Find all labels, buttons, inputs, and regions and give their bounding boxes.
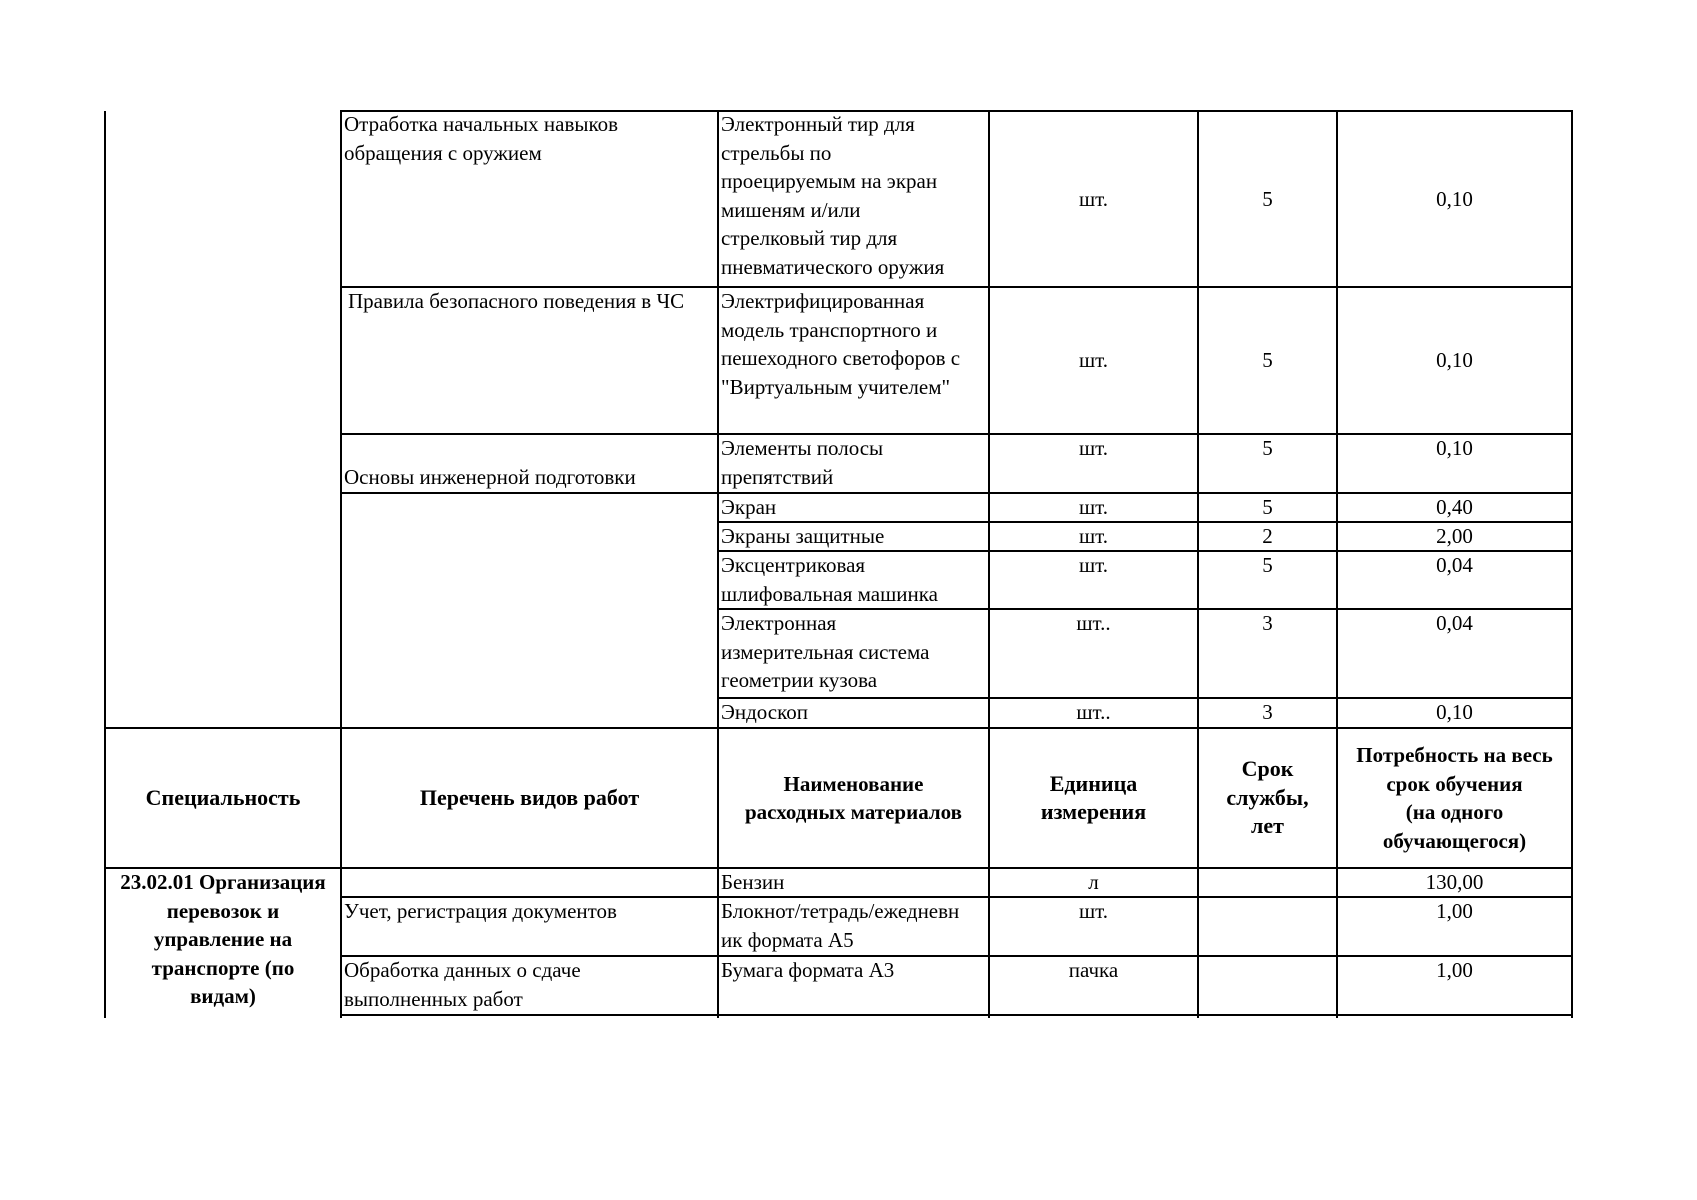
need-cell: 0,04 bbox=[1436, 611, 1473, 635]
need-cell: 2,00 bbox=[1436, 524, 1473, 548]
material-cell: Элементы полосы препятствий bbox=[721, 436, 884, 489]
need-cell: 0,10 bbox=[1436, 436, 1473, 460]
column-divider-material bbox=[717, 111, 719, 1018]
term-cell: 5 bbox=[1262, 348, 1273, 373]
specialty-name: 23.02.01 Организация перевозок и управление на транспорте (по видам) bbox=[120, 870, 326, 1008]
unit-cell: шт.. bbox=[1076, 700, 1111, 724]
works-cell: Правила безопасного поведения в ЧС bbox=[348, 289, 685, 313]
term-cell: 5 bbox=[1262, 436, 1273, 460]
unit-cell: шт. bbox=[1078, 899, 1109, 923]
unit-cell: шт. bbox=[1078, 436, 1109, 460]
header-unit: Единица измерения bbox=[1040, 770, 1147, 824]
need-cell: 0,40 bbox=[1436, 495, 1473, 519]
need-cell: 0,10 bbox=[1436, 700, 1473, 724]
material-cell: Эксцентриковая шлифовальная машинка bbox=[721, 553, 938, 606]
material-cell: Экран bbox=[721, 495, 777, 519]
unit-cell: шт. bbox=[1078, 524, 1109, 548]
need-cell: 0,10 bbox=[1436, 186, 1473, 211]
works-cell: Отработка начальных навыков обращения с оружием bbox=[344, 112, 619, 165]
material-cell: Бензин bbox=[721, 870, 785, 894]
need-cell: 1,00 bbox=[1436, 899, 1473, 923]
material-cell: Электрифицированная модель транспортного и пешеходного светофоров с "Виртуальным учителем" bbox=[721, 289, 961, 399]
term-cell: 2 bbox=[1262, 524, 1273, 548]
header-term: Срок службы, лет bbox=[1226, 756, 1309, 839]
header-material: Наименование расходных материалов bbox=[744, 771, 962, 824]
need-cell: 0,10 bbox=[1436, 348, 1473, 373]
unit-cell: шт. bbox=[1078, 495, 1109, 519]
unit-cell: шт. bbox=[1078, 553, 1109, 577]
works-cell: Обработка данных о сдаче выполненных работ bbox=[344, 958, 581, 1011]
unit-cell: л bbox=[1088, 870, 1099, 894]
material-cell: Бумага формата А3 bbox=[721, 958, 895, 982]
term-cell: 3 bbox=[1262, 611, 1273, 635]
need-cell: 130,00 bbox=[1425, 870, 1484, 894]
unit-cell: шт. bbox=[1078, 186, 1109, 211]
material-cell: Эндоскоп bbox=[721, 700, 809, 724]
term-cell: 5 bbox=[1262, 553, 1273, 577]
material-cell: Экраны защитные bbox=[721, 524, 885, 548]
works-cell: Учет, регистрация документов bbox=[344, 899, 617, 923]
header-specialty: Специальность bbox=[145, 784, 301, 810]
unit-cell: пачка bbox=[1068, 958, 1119, 982]
header-works: Перечень видов работ bbox=[419, 784, 640, 810]
need-cell: 1,00 bbox=[1436, 958, 1473, 982]
unit-cell: шт. bbox=[1078, 348, 1109, 373]
unit-cell: шт.. bbox=[1076, 611, 1111, 635]
term-cell: 5 bbox=[1262, 495, 1273, 519]
column-divider-works bbox=[340, 111, 342, 1018]
works-cell: Основы инженерной подготовки bbox=[344, 465, 636, 489]
table-border-right bbox=[1571, 111, 1573, 1018]
material-cell: Блокнот/тетрадь/ежедневн ик формата А5 bbox=[721, 899, 960, 952]
material-cell: Электронный тир для стрельбы по проецируемым на экран мишеням и/или стрелковый тир для пневматического оружия bbox=[721, 112, 945, 279]
header-need: Потребность на весь срок обучения (на одного обучающегося) bbox=[1356, 743, 1553, 853]
need-cell: 0,04 bbox=[1436, 553, 1473, 577]
term-cell: 3 bbox=[1262, 700, 1273, 724]
material-cell: Электронная измерительная система геометрии кузова bbox=[721, 611, 930, 692]
row-line bbox=[340, 1014, 1573, 1016]
term-cell: 5 bbox=[1262, 186, 1273, 211]
